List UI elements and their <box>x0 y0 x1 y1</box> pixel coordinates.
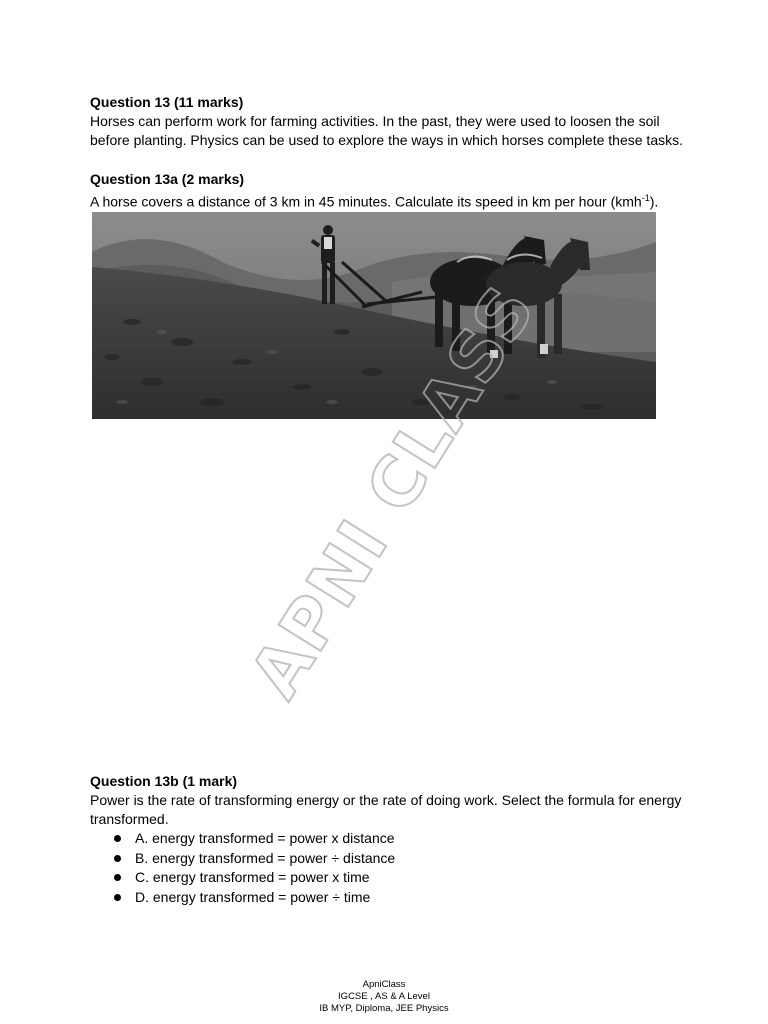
horses-ploughing-photo <box>92 212 656 419</box>
footer-brand: ApniClass <box>362 979 406 990</box>
bullet-icon <box>114 874 121 881</box>
answer-option-label: C. energy transformed = power x time <box>135 869 370 885</box>
question-13a-text <box>90 189 690 212</box>
answer-option-c[interactable] <box>112 868 690 888</box>
page-footer <box>0 979 768 1015</box>
unit-superscript: -1 <box>641 193 650 203</box>
answer-options <box>90 829 690 907</box>
question-13a <box>90 170 690 212</box>
question-13-text: Horses can perform work for farming activities. In the past, they were used to loosen the soil before planting. Physics can be used to explore the ways in which horses complete these tasks. <box>90 113 683 148</box>
answer-option-label: D. energy transformed = power ÷ time <box>135 888 371 905</box>
answer-option-d[interactable] <box>112 888 690 908</box>
question-13a-heading: Question 13a (2 marks) <box>90 171 245 187</box>
question-13b-heading: Question 13b (1 mark) <box>90 773 238 789</box>
question-13a-text-end: ). <box>649 193 659 210</box>
question-13a-text-main: A horse covers a distance of 3 km in 45 minutes. Calculate its speed in km per hour (kmh <box>90 193 642 210</box>
question-13-heading: Question 13 (11 marks) <box>90 94 244 110</box>
footer-levels: IGCSE , AS & A Level <box>338 991 430 1002</box>
footer-programmes: IB MYP, Diploma, JEE Physics <box>319 1003 449 1014</box>
bullet-icon <box>114 855 121 862</box>
watermark: APNI CLASS <box>235 271 552 712</box>
answer-option-label: A. energy transformed = power x distance <box>135 830 395 846</box>
bullet-icon <box>114 894 121 901</box>
answer-option-b[interactable] <box>112 849 690 869</box>
bullet-icon <box>114 835 121 842</box>
answer-option-label: B. energy transformed = power ÷ distance <box>135 849 396 866</box>
question-13b <box>90 772 690 907</box>
question-13b-text: Power is the rate of transforming energy or the rate of doing work. Select the formula for energy transformed. <box>90 792 682 827</box>
question-13 <box>90 93 690 150</box>
answer-option-a[interactable] <box>112 829 690 849</box>
